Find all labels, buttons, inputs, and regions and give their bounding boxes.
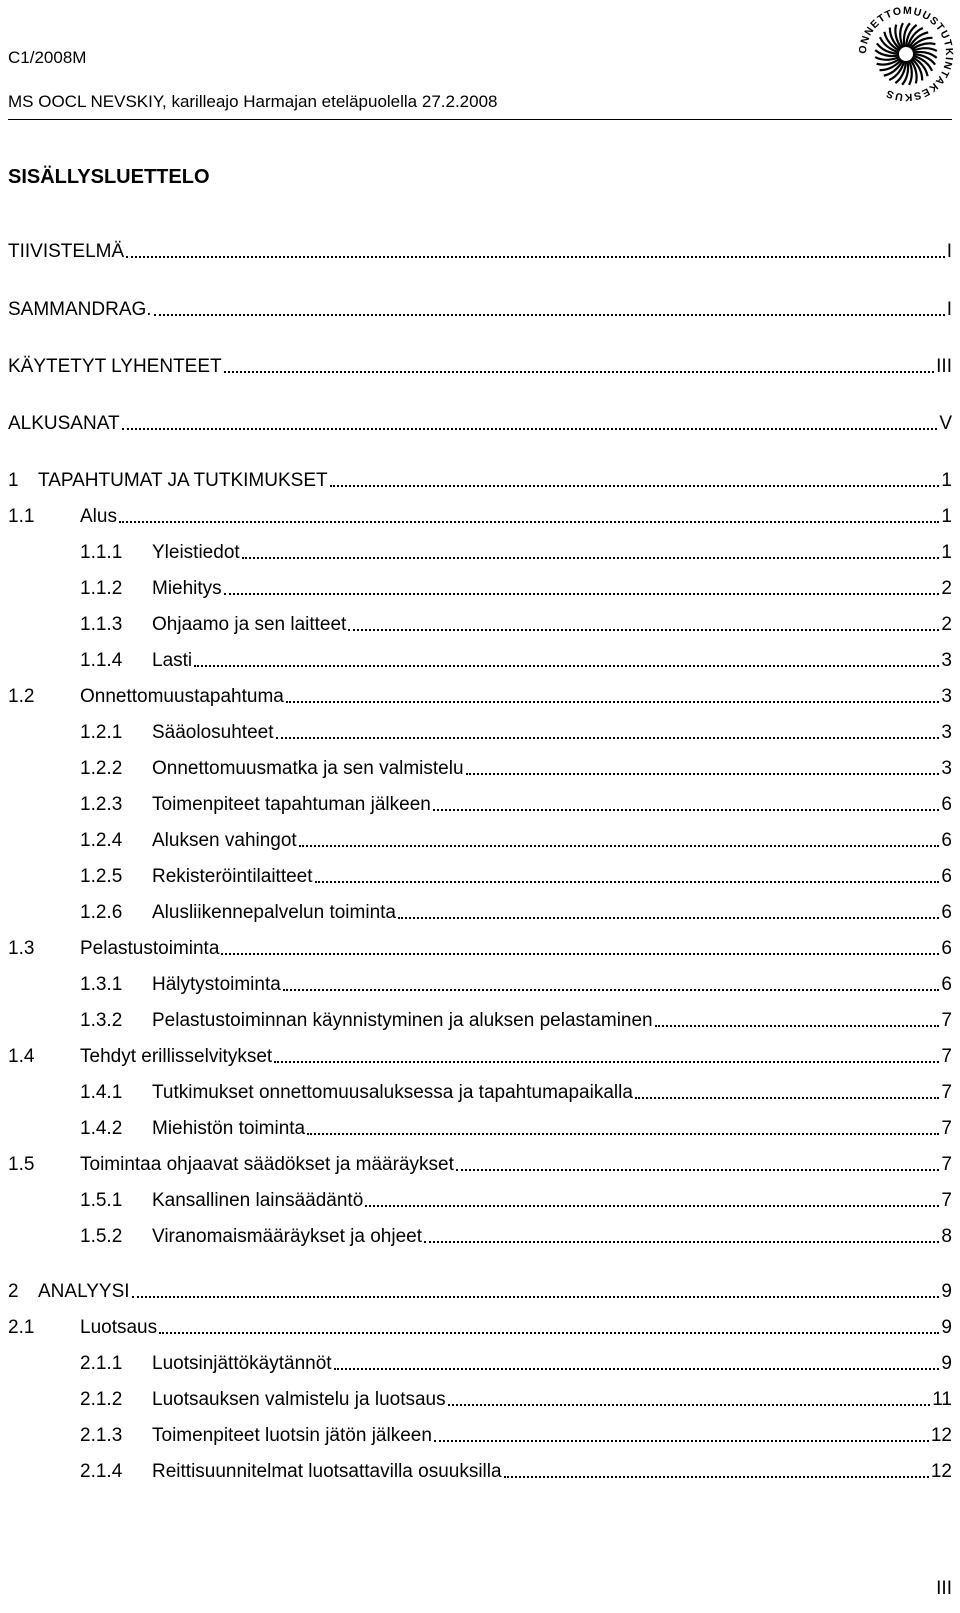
- toc-dot-leader: [132, 1295, 940, 1298]
- toc-dot-leader: [365, 1204, 939, 1207]
- toc-entry-title: Alusliikennepalvelun toiminta: [152, 902, 396, 923]
- toc-entry[interactable]: [80, 649, 952, 673]
- toc-entry-title: Pelastustoiminnan käynnistyminen ja aluksen pelastaminen: [152, 1010, 653, 1031]
- toc-entry-number: 2.1.4: [80, 1461, 123, 1482]
- header-rule: [8, 119, 952, 120]
- toc-entry-number: 1.2.6: [80, 902, 123, 923]
- toc-entry-page: 7: [941, 1010, 952, 1031]
- toc-dot-leader: [315, 880, 940, 883]
- toc-dot-leader: [194, 664, 939, 667]
- toc-dot-leader: [122, 427, 938, 430]
- toc-entry-number: 1.3: [8, 938, 35, 959]
- toc-entry[interactable]: [80, 541, 952, 565]
- toc-dot-leader: [274, 1060, 939, 1063]
- toc-entry-number: 1.4.2: [80, 1118, 123, 1139]
- toc-dot-leader: [224, 592, 940, 595]
- toc-entry-title: Alus: [80, 506, 117, 527]
- toc-entry[interactable]: [8, 1045, 952, 1069]
- toc-entry[interactable]: [8, 469, 952, 493]
- toc-entry-number: 1.2.1: [80, 722, 123, 743]
- toc-entry-page: 6: [941, 830, 952, 851]
- toc-entry-title: Kansallinen lainsäädäntö: [152, 1190, 364, 1211]
- toc-dot-leader: [504, 1475, 929, 1478]
- toc-entry-page: 9: [941, 1317, 952, 1338]
- toc-dot-leader: [242, 556, 940, 559]
- page-title: SISÄLLYSLUETTELO: [8, 166, 210, 188]
- toc-entry[interactable]: [8, 1280, 952, 1304]
- toc-entry-number: 1.1.3: [80, 614, 123, 635]
- toc-entry-page: III: [936, 356, 952, 377]
- toc-entry-title: Rekisteröintilaitteet: [152, 866, 313, 887]
- toc-entry-number: 1.2.4: [80, 830, 123, 851]
- toc-entry-page: 2: [941, 578, 952, 599]
- toc-entry[interactable]: [80, 901, 952, 925]
- toc-entry-title: Toimenpiteet luotsin jätön jälkeen: [152, 1425, 432, 1446]
- toc-dot-leader: [635, 1096, 940, 1099]
- toc-dot-leader: [307, 1132, 939, 1135]
- toc-entry[interactable]: [80, 1189, 952, 1213]
- toc-entry-title: Luotsaus: [80, 1317, 158, 1338]
- logo-swirl-ray: [875, 57, 900, 60]
- toc-entry-page: 3: [941, 758, 952, 779]
- toc-entry-page: 7: [941, 1082, 952, 1103]
- toc-entry-page: 1: [941, 542, 952, 563]
- toc-entry-page: I: [946, 241, 952, 262]
- toc-entry[interactable]: [8, 937, 952, 961]
- toc-entry-page: 12: [930, 1461, 952, 1482]
- toc-entry[interactable]: [80, 757, 952, 781]
- toc-entry[interactable]: [80, 1081, 952, 1105]
- toc-entry[interactable]: [8, 412, 952, 436]
- toc-dot-leader: [224, 370, 935, 373]
- toc-dot-leader: [424, 1240, 939, 1243]
- toc-entry-title: Miehistön toiminta: [152, 1118, 306, 1139]
- toc-dot-leader: [433, 808, 940, 811]
- toc-entry-title: ANALYYSI: [38, 1281, 130, 1302]
- toc-entry[interactable]: [80, 1117, 952, 1141]
- toc-entry-title: Toimenpiteet tapahtuman jälkeen: [152, 794, 431, 815]
- toc-entry-page: V: [939, 413, 952, 434]
- toc-entry[interactable]: [80, 1460, 952, 1484]
- toc-entry-page: 1: [941, 506, 952, 527]
- toc-entry-page: 9: [941, 1281, 952, 1302]
- logo-swirl-ray: [912, 48, 937, 51]
- toc-entry-title: Tehdyt erillisselvitykset: [80, 1046, 273, 1067]
- toc-entry-title: Sääolosuhteet: [152, 722, 274, 743]
- toc-entry-page: 3: [941, 650, 952, 671]
- logo-lettering: ONNETTOMUUSTUTKINTAKESKUS: [856, 4, 956, 104]
- toc-entry-title: Hälytystoiminta: [152, 974, 281, 995]
- toc-entry-title: Yleistiedot: [152, 542, 240, 563]
- logo-swirl-ray: [909, 60, 912, 85]
- toc-entry[interactable]: [80, 973, 952, 997]
- toc-entry-title: SAMMANDRAG.: [8, 299, 152, 320]
- toc-entry-number: 1.5: [8, 1154, 35, 1175]
- toc-entry-page: 2: [941, 614, 952, 635]
- toc-entry[interactable]: [8, 1316, 952, 1340]
- toc-entry-title: Pelastustoiminta: [80, 938, 220, 959]
- toc-entry[interactable]: [80, 1388, 952, 1412]
- toc-entry-number: 1.4.1: [80, 1082, 123, 1103]
- toc-entry-title: Aluksen vahingot: [152, 830, 297, 851]
- toc-entry-title: Viranomaismääräykset ja ohjeet: [152, 1226, 423, 1247]
- toc-entry-number: 2.1.3: [80, 1425, 123, 1446]
- toc-entry[interactable]: [8, 298, 952, 322]
- page-number: III: [936, 1578, 952, 1599]
- toc-dot-leader: [434, 1439, 929, 1442]
- toc-dot-leader: [330, 484, 940, 487]
- toc-entry-number: 1.2.3: [80, 794, 123, 815]
- toc-entry-number: 1.1.1: [80, 542, 123, 563]
- toc-entry-number: 2.1: [8, 1317, 35, 1338]
- toc-entry-title: TIIVISTELMÄ: [8, 241, 125, 262]
- toc-entry[interactable]: [80, 1352, 952, 1376]
- toc-entry-title: Ohjaamo ja sen laitteet: [152, 614, 347, 635]
- toc-entry[interactable]: [80, 721, 952, 745]
- toc-entry-page: 6: [941, 902, 952, 923]
- agency-logo: [856, 4, 956, 104]
- toc-dot-leader: [119, 520, 939, 523]
- toc-entry-page: 6: [941, 974, 952, 995]
- toc-entry-page: 3: [941, 722, 952, 743]
- toc-entry-page: 11: [932, 1389, 952, 1410]
- toc-dot-leader: [159, 1331, 939, 1334]
- toc-dot-leader: [398, 916, 939, 919]
- toc-entry[interactable]: [8, 685, 952, 709]
- toc-dot-leader: [283, 988, 940, 991]
- toc-entry-title: Luotsauksen valmistelu ja luotsaus: [152, 1389, 446, 1410]
- toc-entry[interactable]: [80, 829, 952, 853]
- toc-entry-number: 1.1.2: [80, 578, 123, 599]
- header-title: MS OOCL NEVSKIY, karilleajo Harmajan eteläpuolella 27.2.2008: [8, 92, 498, 111]
- toc-entry-page: I: [946, 299, 952, 320]
- toc-entry-page: 9: [941, 1353, 952, 1374]
- toc-entry-number: 1.3.1: [80, 974, 123, 995]
- toc-entry[interactable]: [80, 1424, 952, 1448]
- toc-entry-number: 1.4: [8, 1046, 35, 1067]
- toc-entry[interactable]: [80, 1225, 952, 1249]
- toc-entry-page: 6: [941, 938, 952, 959]
- toc-entry-page: 12: [930, 1425, 952, 1446]
- toc-dot-leader: [334, 1367, 940, 1370]
- toc-entry[interactable]: [8, 1153, 952, 1177]
- toc-entry-page: 6: [941, 866, 952, 887]
- toc-entry-title: Lasti: [152, 650, 193, 671]
- toc-entry-title: KÄYTETYT LYHENTEET: [8, 356, 222, 377]
- header-code: C1/2008M: [8, 48, 87, 67]
- toc-dot-leader: [299, 844, 940, 847]
- toc-entry-page: 7: [941, 1118, 952, 1139]
- toc-entry[interactable]: [80, 865, 952, 889]
- toc-dot-leader: [286, 700, 940, 703]
- toc-dot-leader: [456, 1168, 940, 1171]
- toc-entry[interactable]: [8, 505, 952, 529]
- toc-entry[interactable]: [80, 1009, 952, 1033]
- toc-dot-leader: [655, 1024, 940, 1027]
- toc-entry-title: ALKUSANAT: [8, 413, 120, 434]
- toc-entry-page: 6: [941, 794, 952, 815]
- toc-entry-title: Reittisuunnitelmat luotsattavilla osuuksilla: [152, 1461, 502, 1482]
- toc-dot-leader: [221, 952, 939, 955]
- logo-swirl-ray: [900, 23, 903, 48]
- toc-entry-title: Onnettomuusmatka ja sen valmistelu: [152, 758, 464, 779]
- toc-entry-number: 1.2: [8, 686, 35, 707]
- toc-entry-number: 1.5.2: [80, 1226, 123, 1247]
- toc-entry-number: 1.2.5: [80, 866, 123, 887]
- toc-entry[interactable]: [80, 613, 952, 637]
- toc-entry-number: 2.1.2: [80, 1389, 123, 1410]
- toc-entry-page: 8: [941, 1226, 952, 1247]
- toc-entry-number: 1.5.1: [80, 1190, 123, 1211]
- toc-entry-number: 1.1: [8, 506, 35, 527]
- toc-entry[interactable]: [8, 355, 952, 379]
- toc-entry-number: 1.1.4: [80, 650, 123, 671]
- toc-dot-leader: [154, 313, 945, 316]
- toc-entry[interactable]: [80, 793, 952, 817]
- toc-entry-title: Onnettomuustapahtuma: [80, 686, 284, 707]
- toc-entry-number: 1: [8, 470, 19, 491]
- toc-dot-leader: [126, 255, 945, 258]
- toc-entry-title: Tutkimukset onnettomuusaluksessa ja tapahtumapaikalla: [152, 1082, 633, 1103]
- toc-entry-page: 3: [941, 686, 952, 707]
- toc-entry-number: 2: [8, 1281, 19, 1302]
- toc-entry-title: Toimintaa ohjaavat säädökset ja määräykset: [80, 1154, 454, 1175]
- toc-entry-title: Miehitys: [152, 578, 222, 599]
- toc-entry-page: 7: [941, 1190, 952, 1211]
- toc-entry-page: 7: [941, 1154, 952, 1175]
- toc-entry-number: 1.2.2: [80, 758, 123, 779]
- toc-dot-leader: [466, 772, 940, 775]
- toc-entry-page: 7: [941, 1046, 952, 1067]
- toc-dot-leader: [448, 1403, 931, 1406]
- toc-dot-leader: [348, 628, 939, 631]
- toc-entry[interactable]: [8, 240, 952, 264]
- toc-entry-page: 1: [941, 470, 952, 491]
- toc-entry[interactable]: [80, 577, 952, 601]
- toc-entry-title: Luotsinjättökäytännöt: [152, 1353, 332, 1374]
- toc-entry-title: TAPAHTUMAT JA TUTKIMUKSET: [38, 470, 328, 491]
- toc-dot-leader: [276, 736, 940, 739]
- toc-entry-number: 1.3.2: [80, 1010, 123, 1031]
- toc-entry-number: 2.1.1: [80, 1353, 123, 1374]
